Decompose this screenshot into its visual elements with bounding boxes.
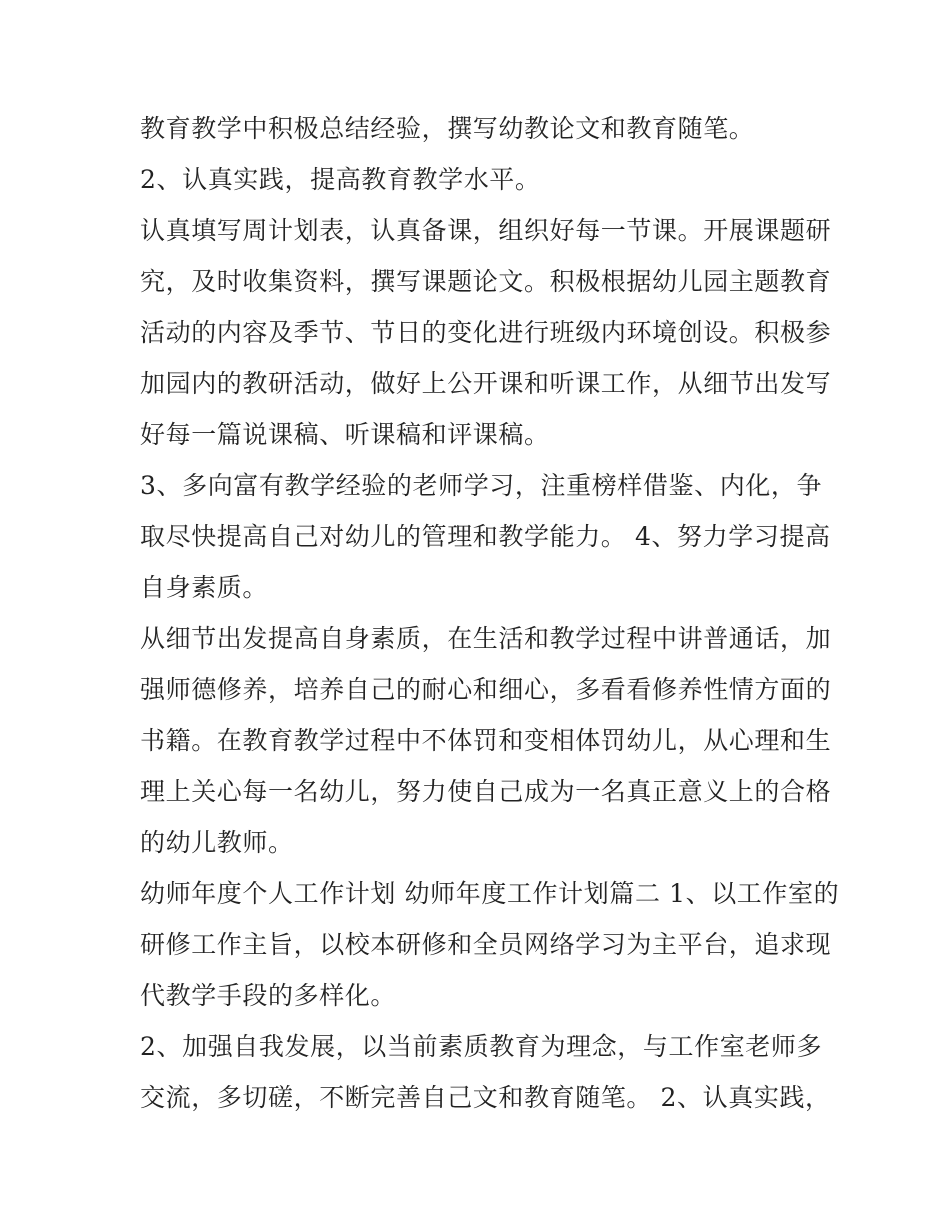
text-line: 教育教学中积极总结经验，撰写幼教论文和教育随笔。 (140, 114, 755, 143)
text-line: 从细节出发提高自身素质，在生活和教学过程中讲普通话，加 (140, 624, 832, 653)
text-line: 书籍。在教育教学过程中不体罚和变相体罚幼儿，从心理和生 (140, 726, 832, 755)
text-line: 好每一篇说课稿、听课稿和评课稿。 (140, 420, 550, 449)
text-line: 究，及时收集资料，撰写课题论文。积极根据幼儿园主题教育 (140, 267, 832, 296)
text-line: 强师德修养，培养自己的耐心和细心，多看看修养性情方面的 (140, 675, 832, 704)
text-line: 2、加强自我发展，以当前素质教育为理念，与工作室老师多 (140, 1032, 823, 1061)
text-line: 加园内的教研活动，做好上公开课和听课工作，从细节出发写 (140, 369, 832, 398)
text-line: 代教学手段的多样化。 (140, 981, 397, 1010)
text-line: 认真填写周计划表，认真备课，组织好每一节课。开展课题研 (140, 216, 832, 245)
text-line: 交流，多切磋，不断完善自己文和教育随笔。 2、认真实践， (140, 1083, 831, 1112)
text-line: 研修工作主旨，以校本研修和全员网络学习为主平台，追求现 (140, 930, 832, 959)
text-line: 自身素质。 (140, 573, 269, 602)
text-line: 活动的内容及季节、节日的变化进行班级内环境创设。积极参 (140, 318, 832, 347)
text-line: 3、多向富有教学经验的老师学习，注重榜样借鉴、内化，争 (140, 471, 823, 500)
text-line: 的幼儿教师。 (140, 828, 294, 857)
text-line: 幼师年度个人工作计划 幼师年度工作计划篇二 1、以工作室的 (140, 879, 840, 908)
text-line: 2、认真实践，提高教育教学水平。 (140, 165, 541, 194)
text-line: 理上关心每一名幼儿，努力使自己成为一名真正意义上的合格 (140, 777, 832, 806)
text-line: 取尽快提高自己对幼儿的管理和教学能力。 4、努力学习提高 (140, 522, 831, 551)
